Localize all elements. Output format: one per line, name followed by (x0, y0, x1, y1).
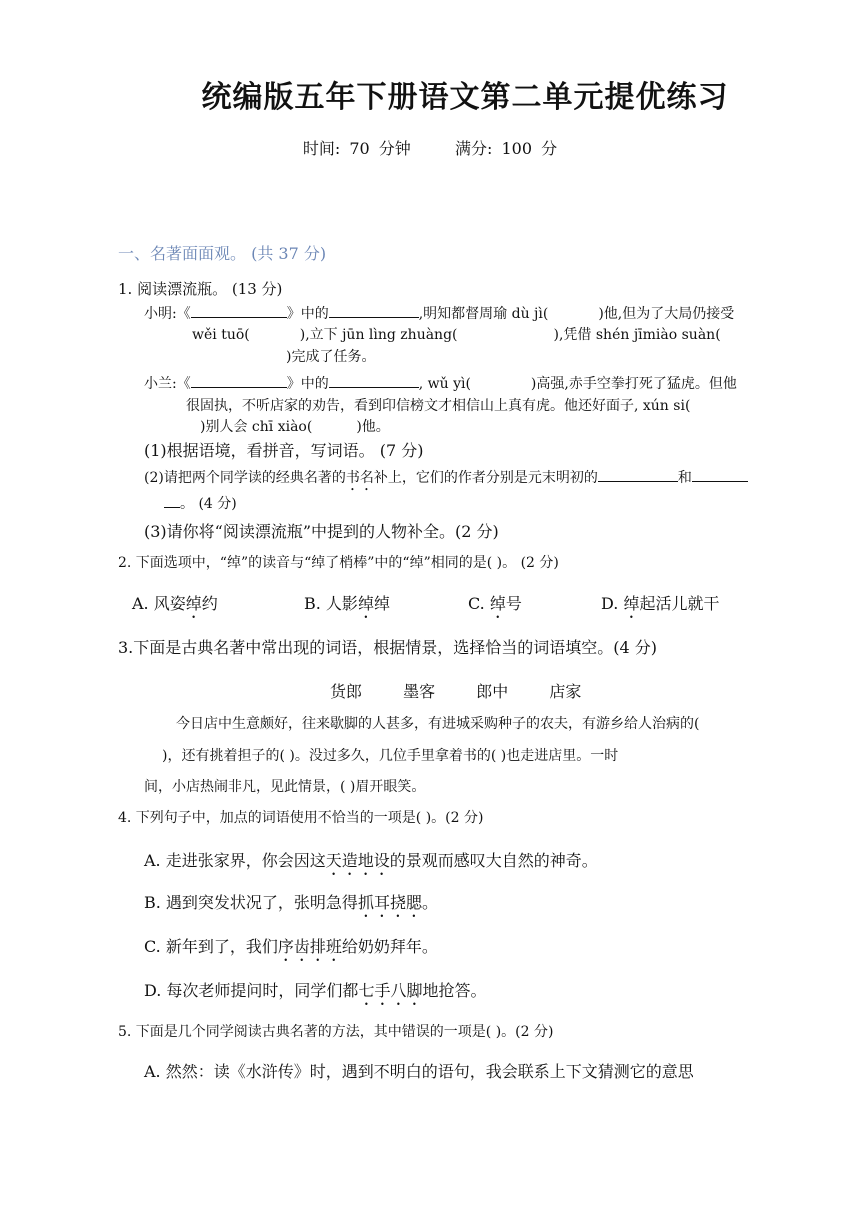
q2-option-c: C. 绰号 (468, 594, 522, 613)
q3-passage-line1: 今日店中生意颇好，往来歇脚的人甚多，有进城采购种子的农夫，有游乡给人治病的( (176, 716, 700, 732)
q1-xiaolan-line2: 很固执，不听店家的劝告，看到印信榜文才相信山上真有虎。他还好面子, xún si( (186, 398, 691, 414)
q1-xiaolan-line1: 小兰:《 》中的 , wǔ yì( )高强,赤手空拳打死了猛虎。但他 (144, 372, 737, 393)
exam-time: 时间: 70 分钟 (302, 139, 411, 158)
q1-xiaolan-line3: )别人会 chī xiào( )他。 (200, 419, 390, 435)
q1-xiaoming-line1: 小明:《 》中的 ,明知都督周瑜 dù jì( )他,但为了大局仍接受 (144, 302, 734, 323)
q4-stem: 4. 下列句子中，加点的词语使用不恰当的一项是( )。(2 分) (118, 810, 484, 826)
q3-word: 货郎 (330, 682, 363, 701)
q2-option-b: B. 人影绰绰 (304, 594, 390, 613)
q3-stem: 3.下面是古典名著中常出现的词语，根据情景，选择恰当的词语填空。(4 分) (118, 638, 658, 657)
q4-option-a: A. 走进张家界，你会因这天造地设的景观而感叹大自然的神奇。 (144, 851, 598, 870)
page-title: 统编版五年下册语文第二单元提优练习 (201, 80, 729, 115)
section-heading: 一、名著面面观。 (共 37 分) (118, 244, 327, 263)
q1-sub3: (3)请你将“阅读漂流瓶”中提到的人物补全。(2 分) (144, 522, 499, 541)
q1-heading: 1. 阅读漂流瓶。 (13 分) (118, 280, 283, 298)
q1-sub1: (1)根据语境，看拼音，写词语。 (7 分) (144, 441, 424, 460)
q3-word-bank (312, 679, 599, 702)
q3-word: 店家 (549, 682, 582, 701)
q1-xiaoming-line3: )完成了任务。 (286, 349, 376, 365)
q5-option-a: A. 然然：读《水浒传》时，遇到不明白的语句，我会联系上下文猜测它的意思 (144, 1062, 694, 1081)
q2-option-a: A. 风姿绰约 (132, 594, 218, 613)
q3-word: 郎中 (476, 682, 509, 701)
q4-option-c: C. 新年到了，我们序齿排班给奶奶拜年。 (144, 937, 438, 956)
q2-option-d: D. 绰起活儿就干 (601, 594, 720, 613)
q5-stem: 5. 下面是几个同学阅读古典名著的方法，其中错误的一项是( )。(2 分) (118, 1024, 554, 1040)
q1-xiaoming-line2: wěi tuō( ),立下 jūn lìng zhuàng( ),凭借 shén jīmiào suàn( (192, 327, 721, 343)
exam-score: 满分: 100 分 (455, 139, 558, 158)
q4-option-d: D. 每次老师提问时，同学们都七手八脚地抢答。 (144, 981, 487, 1000)
q2-stem: 2. 下面选项中，“绰”的读音与“绰了梢棒”中的“绰”相同的是( )。 (2 分) (118, 555, 559, 571)
q3-passage-line3: 间，小店热闹非凡，见此情景，( )眉开眼笑。 (144, 779, 426, 795)
q1-sub2-cont: 。 (4 分) (164, 492, 237, 513)
q3-word: 墨客 (403, 682, 436, 701)
q3-passage-line2: )，还有挑着担子的( )。没过多久，几位手里拿着书的( )也走进店里。一时 (162, 748, 619, 764)
q1-sub2: (2)请把两个同学读的经典名著的书名补上，它们的作者分别是元末明初的 和 (144, 466, 748, 494)
q4-option-b: B. 遇到突发状况了，张明急得抓耳挠腮。 (144, 893, 438, 912)
exam-meta (0, 136, 860, 159)
